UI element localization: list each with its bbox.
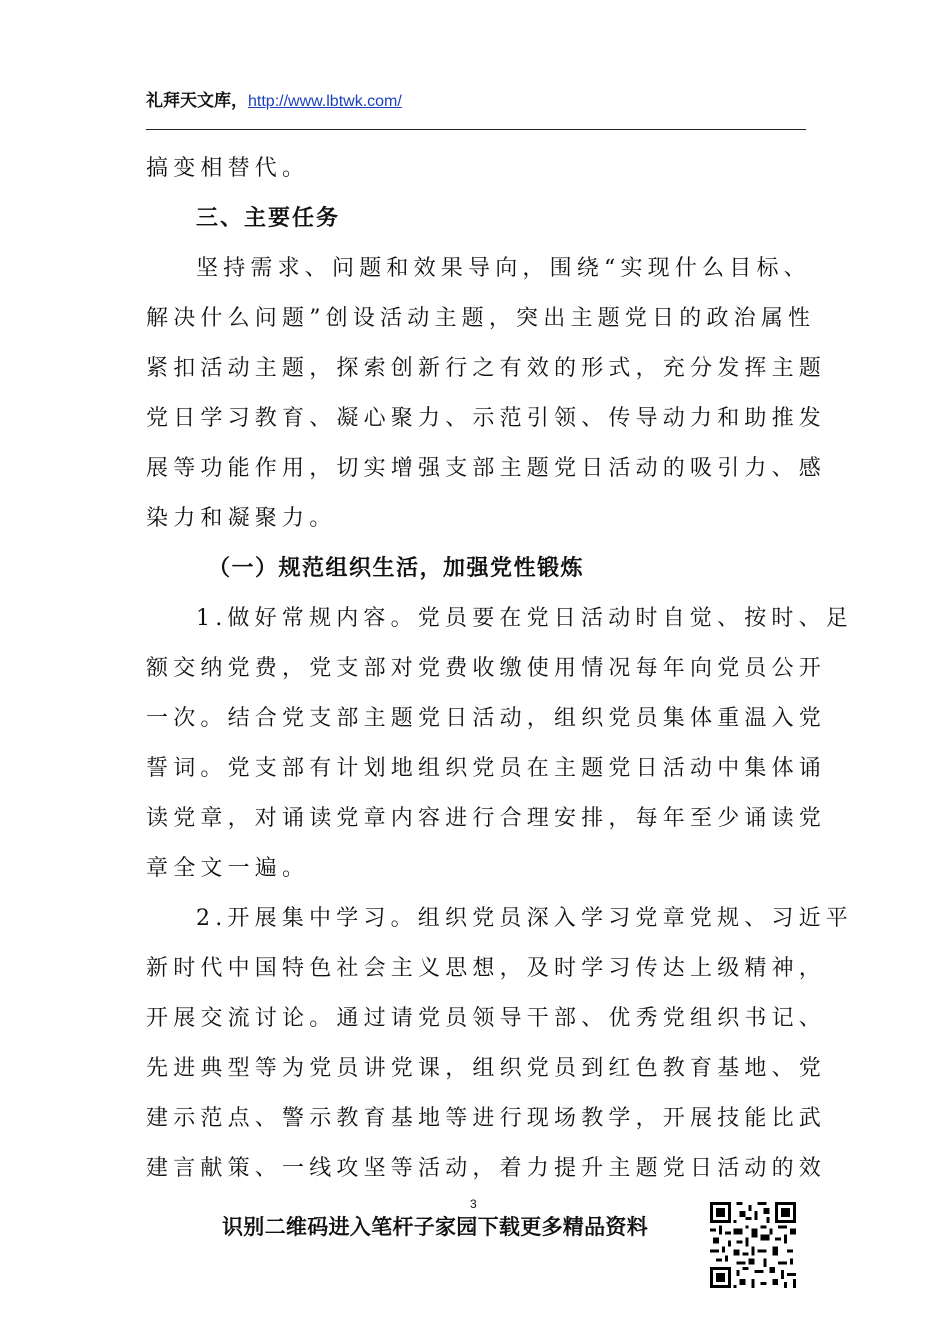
page-number: 3 <box>470 1197 477 1211</box>
text-line: 誓词。党支部有计划地组织党员在主题党日活动中集体诵 <box>146 756 827 781</box>
text-line: 先进典型等为党员讲党课，组织党员到红色教育基地、党 <box>146 1056 827 1081</box>
text-line: 党日学习教育、凝心聚力、示范引领、传导动力和助推发 <box>146 406 827 431</box>
text-line: 建言献策、一线攻坚等活动，着力提升主题党日活动的效 <box>146 1156 827 1181</box>
text-line: 展等功能作用，切实增强支部主题党日活动的吸引力、感 <box>146 456 827 481</box>
text-line: 紧扣活动主题，探索创新行之有效的形式，充分发挥主题 <box>146 356 827 381</box>
text-line: 坚持需求、问题和效果导向，围绕“实现什么目标、 <box>196 256 811 281</box>
text-line: 2.开展集中学习。组织党员深入学习党章党规、习近平 <box>196 906 853 931</box>
page-header <box>146 86 402 111</box>
text-line: 额交纳党费，党支部对党费收缴使用情况每年向党员公开 <box>146 656 827 681</box>
text-line: 一次。结合党支部主题党日活动，组织党员集体重温入党 <box>146 706 827 731</box>
text-line: 1.做好常规内容。党员要在党日活动时自觉、按时、足 <box>196 606 853 631</box>
section-heading: 三、主要任务 <box>196 206 341 231</box>
text-line: 染力和凝聚力。 <box>146 506 337 531</box>
text-line: 建示范点、警示教育基地等进行现场教学，开展技能比武 <box>146 1106 827 1131</box>
header-divider <box>146 129 806 130</box>
site-name: 礼拜天文库， <box>146 91 248 111</box>
text-line: 解决什么问题”创设活动主题，突出主题党日的政治属性 <box>146 306 816 331</box>
text-line: 读党章，对诵读党章内容进行合理安排，每年至少诵读党 <box>146 806 827 831</box>
document-body <box>146 144 853 1194</box>
text-line: 新时代中国特色社会主义思想，及时学习传达上级精神， <box>146 956 827 981</box>
text-line: 开展交流讨论。通过请党员领导干部、优秀党组织书记、 <box>146 1006 827 1031</box>
text-line: 搞变相替代。 <box>146 156 310 181</box>
qr-code-icon[interactable] <box>710 1202 796 1288</box>
subsection-heading: （一）规范组织生活，加强党性锻炼 <box>208 556 585 581</box>
site-link[interactable]: http://www.lbtwk.com/ <box>248 93 402 110</box>
text-line: 章全文一遍。 <box>146 856 310 881</box>
footer-text: 识别二维码进入笔杆子家园下载更多精品资料 <box>222 1215 648 1239</box>
